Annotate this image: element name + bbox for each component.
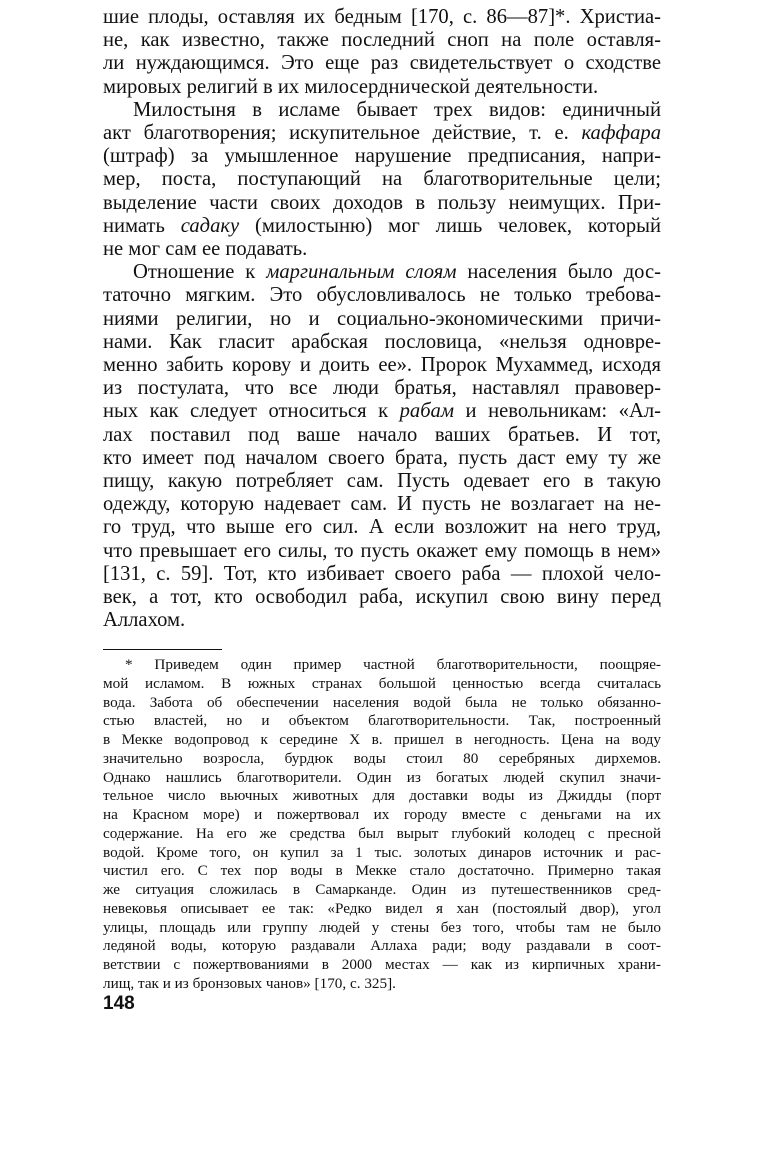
text-line (103, 238, 661, 261)
text-segment: вода. Забота об обеспечении населения водой была не только обязанно- (103, 693, 661, 711)
text-line (103, 192, 661, 215)
text-line (103, 919, 661, 938)
text-segment: век, а тот, кто освободил раба, искупил свою вину перед (103, 586, 661, 609)
text-segment: ветствии с пожертвованиями в 2000 местах — как из кирпичных храни- (103, 956, 661, 973)
text-segment: Аллахом. (103, 609, 186, 632)
text-line (103, 675, 661, 694)
text-line (103, 656, 661, 675)
text-line (103, 331, 661, 354)
text-segment: ных как следует относиться к (103, 400, 400, 423)
text-segment: населения было дос- (456, 261, 661, 284)
text-segment: чистил его. С тех пор воды в Мекке стало достаточно. Примерно такая (103, 862, 661, 880)
text-segment: тельное число вьючных животных для доставки воды из Джидды (порт (103, 787, 661, 805)
text-line (103, 145, 661, 168)
text-line (103, 609, 661, 632)
text-line (103, 99, 661, 122)
text-line (103, 844, 661, 863)
text-line (103, 52, 661, 75)
main-paragraph (103, 261, 661, 632)
text-line (103, 900, 661, 919)
text-line (103, 215, 661, 238)
text-segment: значительно возросла, бурдюк воды стоил 80 серебряных дирхемов. (103, 749, 661, 767)
text-segment: содержание. На его же средства был вырыт глубокий колодец с пресной (103, 824, 661, 842)
text-line (103, 493, 661, 516)
text-line (103, 731, 661, 750)
text-line (103, 516, 661, 539)
text-line (103, 6, 661, 29)
main-paragraph (103, 6, 661, 99)
text-segment: (милостыню) мог лишь человек, который (239, 214, 661, 237)
text-segment: же ситуация сложилась в Самарканде. Один из путешественников сред- (103, 881, 661, 898)
italic-term: маргинальным слоям (266, 261, 457, 284)
text-line (103, 975, 661, 994)
text-segment: менно забить корову и доить ее». Пророк Мухаммед, исходя (103, 354, 661, 377)
italic-term: рабам (399, 400, 454, 423)
text-line (103, 787, 661, 806)
text-segment: кто имеет под началом своего брата, пусть даст ему ту же (103, 446, 661, 469)
text-segment: акт благотворения; искупительное действие, т. е. (103, 122, 582, 145)
text-segment: в Мекке водопровод к середине X в. пришел в негодность. Цена на воду (103, 731, 661, 748)
text-segment: нимать (103, 214, 181, 237)
text-segment: нами. Как гласит арабская пословица, «нельзя одновре- (103, 330, 661, 353)
text-line (103, 168, 661, 191)
main-text (103, 6, 661, 632)
text-segment: Милостыня в исламе бывает трех видов: единичный (133, 98, 661, 121)
footnote-paragraph (103, 656, 661, 994)
text-line (103, 825, 661, 844)
text-segment: стью властей, но и объектом благотворительности. Так, построенный (103, 712, 661, 730)
text-segment: мой исламом. В южных странах большой ценностью всегда считалась (103, 674, 661, 692)
text-line (103, 470, 661, 493)
text-line (103, 881, 661, 900)
footnote (103, 656, 661, 994)
text-segment: водой. Кроме того, он купил за 1 тыс. золотых динаров источник и рас- (103, 843, 661, 861)
main-paragraph (103, 99, 661, 261)
text-line (103, 563, 661, 586)
text-segment: ледяной воды, которую раздавали Аллаха ради; воду раздавали в соот- (103, 937, 661, 955)
text-line (103, 447, 661, 470)
text-segment: шие плоды, оставляя их бедным [170, с. 86—87]*. Христиа- (103, 6, 661, 28)
text-segment: лах поставил под ваше начало ваших братьев. И тот, (103, 423, 661, 446)
text-line (103, 377, 661, 400)
text-segment: невековья описывает ее так: «Редко видел я хан (постоялый двор), угол (103, 899, 661, 917)
text-segment: не мог сам ее подавать. (103, 238, 308, 261)
text-line (103, 586, 661, 609)
text-segment: ли нуждающимся. Это еще раз свидетельствует о сходстве (103, 52, 661, 75)
italic-term: каффара (581, 122, 661, 145)
text-line (103, 424, 661, 447)
text-segment: улицы, площадь или группу людей у стены без того, чтобы там не было (103, 918, 661, 936)
text-segment: выделение части своих доходов в пользу неимущих. При- (103, 191, 661, 214)
text-segment: Отношение к (133, 261, 267, 284)
footnote-divider (103, 649, 222, 650)
text-line (103, 354, 661, 377)
text-line (103, 261, 661, 284)
text-line (103, 400, 661, 423)
text-segment: лищ, так и из бронзовых чанов» [170, с. 325]. (103, 974, 396, 992)
text-segment: что превышает его силы, то пусть окажет ему помощь в нем» (103, 539, 661, 562)
text-segment: из постулата, что все люди братья, наставлял правовер- (103, 377, 661, 400)
text-segment: не, как известно, также последний сноп на поле оставля- (103, 29, 661, 52)
text-segment: (штраф) за умышленное нарушение предписания, напри- (103, 145, 661, 168)
text-line (103, 540, 661, 563)
text-segment: ниями религии, но и социально-экономическими причи- (103, 307, 661, 330)
text-line (103, 956, 661, 975)
text-segment: пищу, какую потребляет сам. Пусть одевает его в такую (103, 470, 661, 493)
text-segment: го труд, что выше его сил. А если возложит на него труд, (103, 516, 661, 539)
text-segment: [131, с. 59]. Тот, кто избивает своего раба — плохой чело- (103, 562, 661, 585)
text-line (103, 284, 661, 307)
text-line (103, 694, 661, 713)
text-line (103, 308, 661, 331)
text-line (103, 76, 661, 99)
text-line (103, 769, 661, 788)
text-segment: Однако нашлись благотворители. Один из богатых людей скупил значи- (103, 768, 661, 786)
text-segment: на Красном море) и пожертвовал их городу вместе с деньгами на их (103, 806, 661, 823)
page-number: 148 (103, 993, 135, 1014)
text-line (103, 750, 661, 769)
text-segment: таточно мягким. Это обусловливалось не только требова- (103, 284, 661, 307)
text-segment: мировых религий в их милосерднической деятельности. (103, 75, 599, 98)
text-segment: и невольникам: «Ал- (454, 400, 661, 423)
text-line (103, 712, 661, 731)
text-line (103, 862, 661, 881)
text-segment: мер, поста, поступающий на благотворительные цели; (103, 168, 661, 191)
text-segment: одежду, которую надевает сам. И пусть не возлагает на не- (103, 493, 661, 516)
text-line (103, 122, 661, 145)
text-segment: * Приведем один пример частной благотворительности, поощряе- (125, 656, 661, 673)
text-line (103, 937, 661, 956)
text-line (103, 806, 661, 825)
italic-term: садаку (180, 214, 240, 237)
text-line (103, 29, 661, 52)
